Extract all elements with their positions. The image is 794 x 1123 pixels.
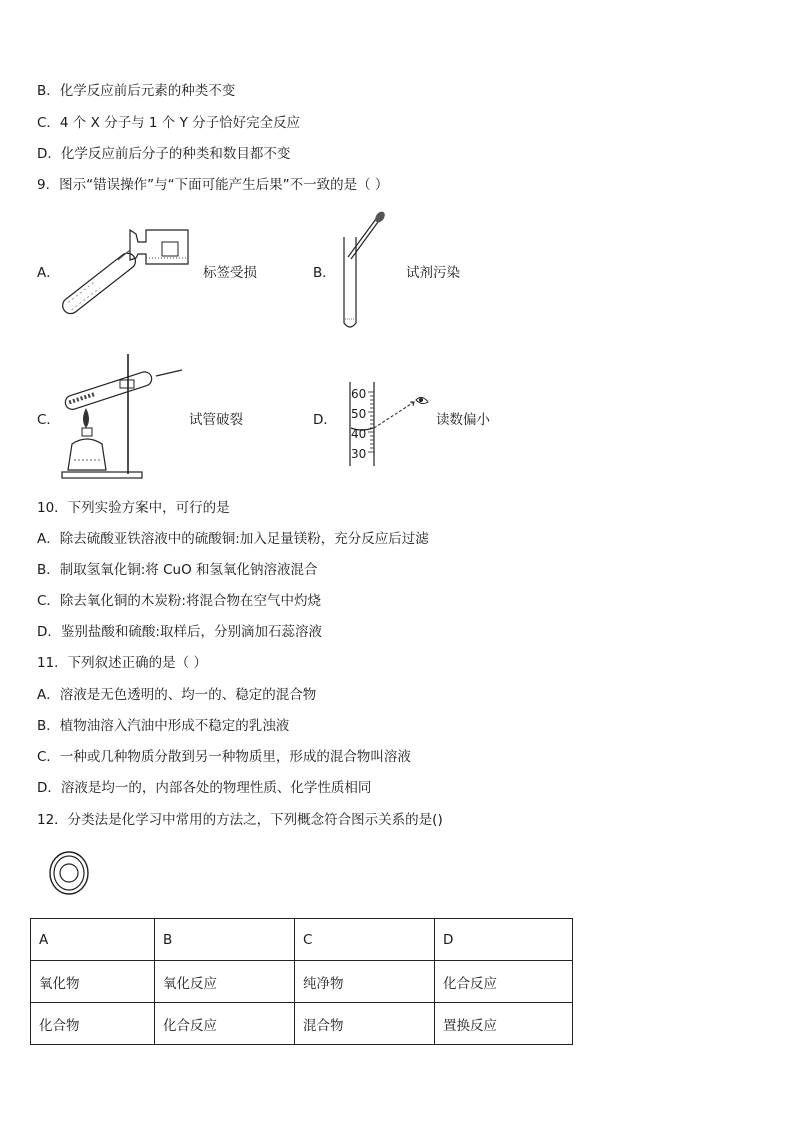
- q12-stem: 12．分类法是化学习中常用的方法之，下列概念符合图示关系的是(): [37, 812, 443, 828]
- q8-option-b: B．化学反应前后元素的种类不变: [37, 83, 236, 99]
- q8-option-d: D．化学反应前后分子的种类和数目都不变: [37, 146, 291, 162]
- q11-option-c: C．一种或几种物质分散到另一种物质里，形成的混合物叫溶液: [37, 749, 411, 765]
- q9-b-dropper-illustration: [336, 207, 396, 335]
- q9-a-pouring-illustration: [58, 212, 198, 324]
- q9-c-heating-illustration: [58, 350, 188, 482]
- q10-option-c: C．除去氧化铜的木炭粉:将混合物在空气中灼烧: [37, 593, 321, 609]
- q9-option-b-caption: 试剂污染: [406, 265, 460, 281]
- q9-stem: 9．图示“错误操作”与“下面可能产生后果”不一致的是（ ）: [37, 177, 389, 193]
- q9-option-b-letter: B．: [313, 265, 336, 281]
- table-row: [31, 961, 573, 1003]
- table-cell: 混合物: [295, 1003, 435, 1045]
- table-cell: 化合反应: [435, 961, 573, 1003]
- q9-d-scale-label-60: 60: [351, 387, 367, 401]
- q9-option-a-caption: 标签受损: [203, 265, 257, 281]
- table-header-cell: B: [155, 919, 295, 961]
- q9-d-scale-label-30: 30: [351, 447, 367, 461]
- q9-option-c-caption: 试管破裂: [189, 412, 243, 428]
- table-header-cell: C: [295, 919, 435, 961]
- table-header-cell: A: [31, 919, 155, 961]
- q11-option-b: B．植物油溶入汽油中形成不稳定的乳浊液: [37, 718, 290, 734]
- table-cell: 氧化反应: [155, 961, 295, 1003]
- q10-option-a: A．除去硫酸亚铁溶液中的硫酸铜:加入足量镁粉，充分反应后过滤: [37, 531, 429, 547]
- q9-d-scale-label-40: 40: [351, 427, 367, 441]
- table-row: [31, 1003, 573, 1045]
- q8-option-c: C．4 个 X 分子与 1 个 Y 分子恰好完全反应: [37, 115, 301, 131]
- q9-option-a-letter: A．: [37, 265, 60, 281]
- table-cell: 氧化物: [31, 961, 155, 1003]
- table-cell: 化合反应: [155, 1003, 295, 1045]
- q12-nested-circles-diagram: [48, 850, 92, 896]
- q11-stem: 11．下列叙述正确的是（ ）: [37, 655, 207, 671]
- q11-option-d: D．溶液是均一的，内部各处的物理性质、化学性质相同: [37, 780, 372, 796]
- table-cell: 化合物: [31, 1003, 155, 1045]
- q10-option-b: B．制取氢氧化铜:将 CuO 和氢氧化钠溶液混合: [37, 562, 318, 578]
- table-header-row: [31, 919, 573, 961]
- q9-option-d-letter: D．: [313, 412, 337, 428]
- q9-option-d-caption: 读数偏小: [436, 412, 490, 428]
- q10-option-d: D．鉴别盐酸和硫酸:取样后，分别滴加石蕊溶液: [37, 624, 322, 640]
- table-cell: 置换反应: [435, 1003, 573, 1045]
- q10-stem: 10．下列实验方案中，可行的是: [37, 500, 230, 516]
- q9-d-scale-label-50: 50: [351, 407, 367, 421]
- table-header-cell: D: [435, 919, 573, 961]
- table-cell: 纯净物: [295, 961, 435, 1003]
- q9-option-c-letter: C．: [37, 412, 60, 428]
- q12-classification-table: [30, 918, 573, 1045]
- q11-option-a: A．溶液是无色透明的、均一的、稳定的混合物: [37, 687, 317, 703]
